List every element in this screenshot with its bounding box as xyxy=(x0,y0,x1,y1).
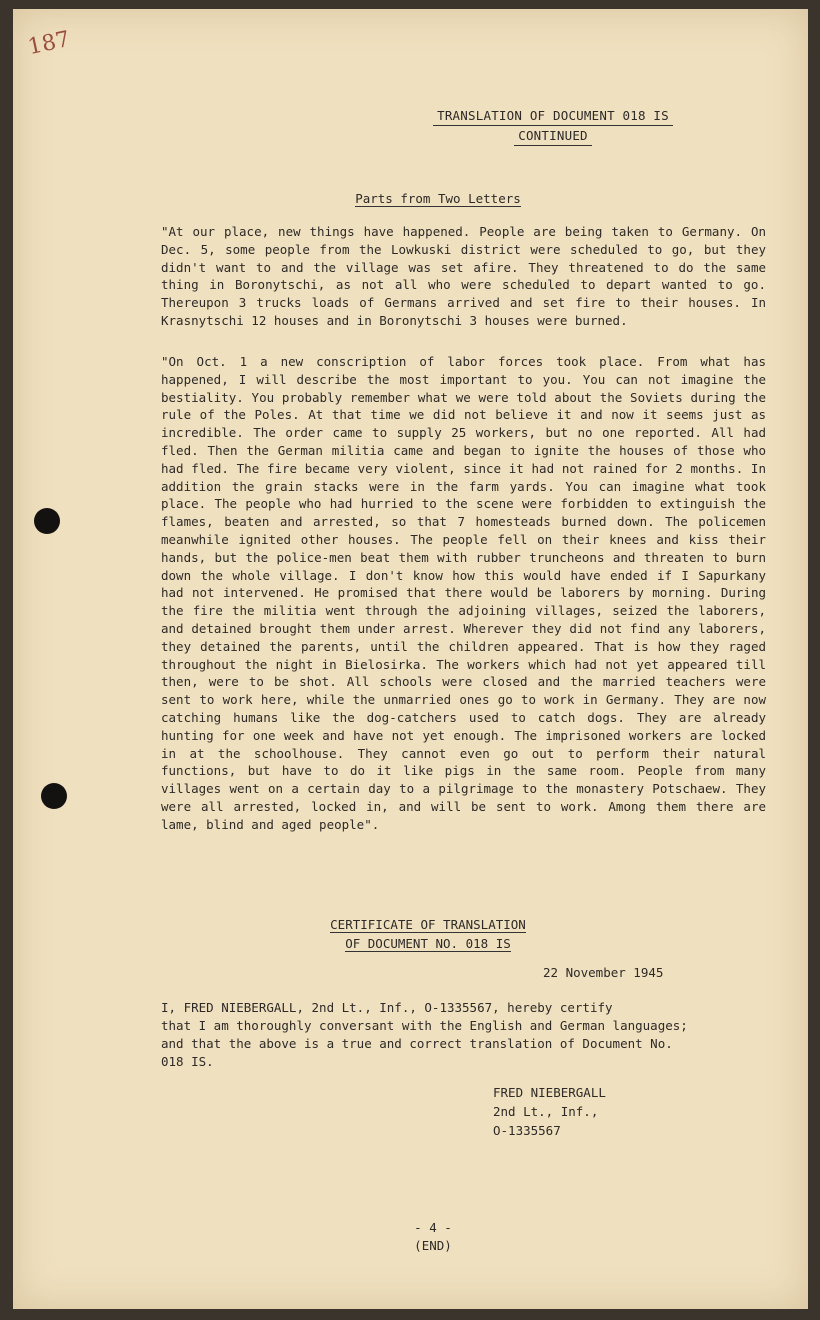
certificate-title xyxy=(308,915,548,953)
certificate-text: I, FRED NIEBERGALL, 2nd Lt., Inf., O-1335567, hereby certify that I am thoroughly conversant with the English and German languages; and that the above is a true and correct translation of Document No. 018 IS. xyxy=(161,1000,688,1069)
signature-serial: O-1335567 xyxy=(493,1123,561,1138)
certificate-date: 22 November 1945 xyxy=(543,965,664,980)
signature-rank: 2nd Lt., Inf., xyxy=(493,1104,599,1119)
letter-paragraph-2: "On Oct. 1 a new conscription of labor forces took place. From what has happened, I will describe the most important to you. You can not imagine the bestiality. You probably remember what we were told about the Soviets during the rule of the Poles. At that time we did not believe it and now it seems just as incredible. The order came to supply 25 workers, but no one reported. All had fled. Then the German militia came and began to ignite the houses of those who had fled. The fire became very violent, since it had not rained for 2 months. In addition the grain stacks were in the farm yards. You can imagine what took place. The people who had hurried to the scene were forbidden to extinguish the flames, beaten and arrested, so that 7 homesteads burned down. The policemen meanwhile ignited other houses. The people fell on their knees and kiss their hands, but the police-men beat them with rubber truncheons and threaten to burn down the whole village. I don't know how this would have ended if I Sapurkany had not intervened. He promised that there would be laborers by morning. During the fire the militia went through the adjoining villages, seized the laborers, and detained brought them under arrest. Wherever they did not find any laborers, they detained the parents, until the children appeared. That is how they raged throughout the night in Bielosirka. The workers which had not yet appeared till then, were to be shot. All schools were closed and the married teachers were sent to work here, while the unmarried ones go to work in Germany. They are now catching humans like the dog-catchers used to catch dogs. They are already hunting for one week and have not yet enough. The imprisoned workers are locked in at the schoolhouse. They cannot even go out to perform their natural functions, but have to do it like pigs in the same room. People from many villages went on a certain day to a pilgrimage to the monastery Potschaew. They were all arrested, locked in, and will be sent to work. Among them there are lame, blind and aged people". xyxy=(161,354,766,832)
handwritten-page-number: 187 xyxy=(25,26,73,61)
certificate-title-line-1: CERTIFICATE OF TRANSLATION xyxy=(330,917,526,932)
subtitle-text: Parts from Two Letters xyxy=(355,191,521,206)
signature-block xyxy=(493,1083,606,1140)
page-footer xyxy=(393,1219,473,1255)
certificate-title-line-2: OF DOCUMENT NO. 018 IS xyxy=(345,936,511,951)
section-subtitle xyxy=(318,191,558,206)
header-line-2: CONTINUED xyxy=(514,126,592,146)
page-number: - 4 - xyxy=(414,1220,452,1235)
header-line-1: TRANSLATION OF DOCUMENT 018 IS xyxy=(433,106,673,126)
punch-hole-top xyxy=(34,508,60,534)
punch-hole-bottom xyxy=(41,783,67,809)
document-header xyxy=(413,106,693,146)
signature-name: FRED NIEBERGALL xyxy=(493,1085,606,1100)
letter-paragraph-1: "At our place, new things have happened. People are being taken to Germany. On Dec. 5, some people from the Lowkuski district were scheduled to go, but they didn't want to and the village was set afire. They threatened to do the same thing in Boronytschi, as not all who were scheduled to depart wanted to go. Thereupon 3 trucks loads of Germans arrived and set fire to their houses. In Krasnytschi 12 houses and in Boronytschi 3 houses were burned. xyxy=(161,224,766,328)
document-page xyxy=(13,9,808,1309)
end-marker: (END) xyxy=(414,1238,452,1253)
